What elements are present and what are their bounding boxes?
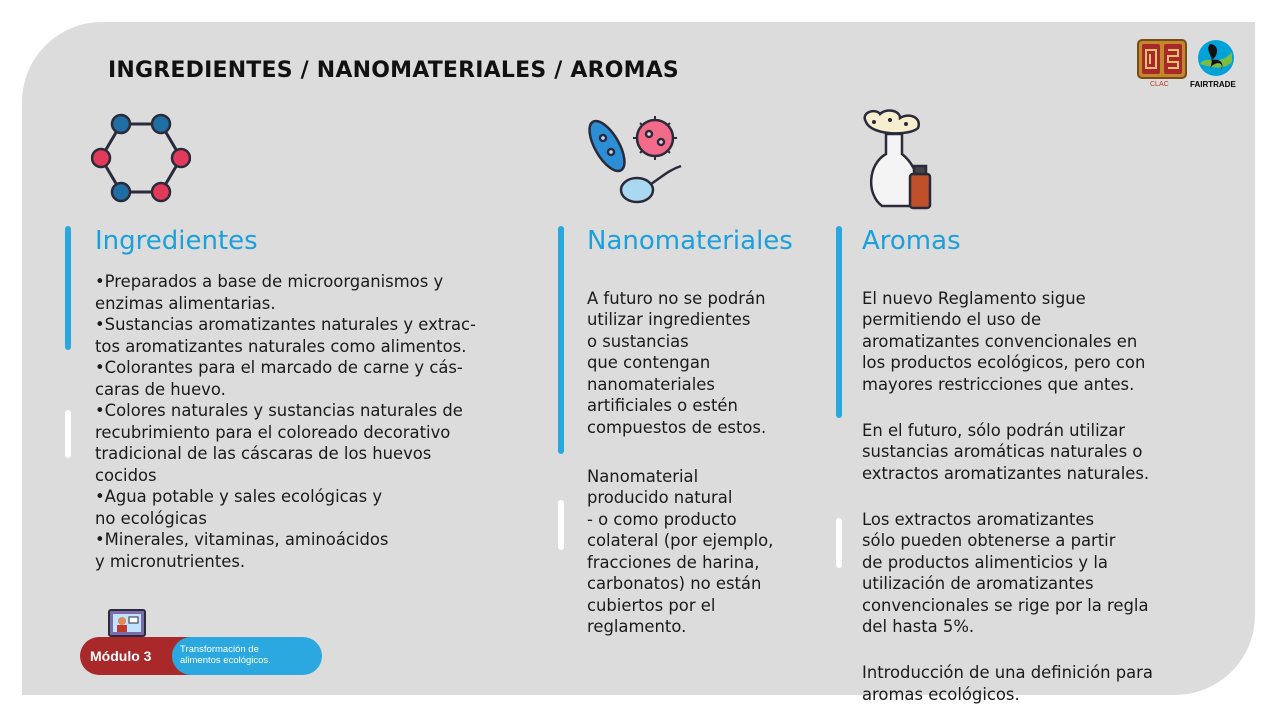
text-line: recubrimiento para el coloreado decorativo <box>95 422 451 442</box>
divider-bar-nanomateriales <box>558 500 564 550</box>
nanomateriales-text <box>587 266 827 659</box>
text-line: y micronutrientes. <box>95 551 246 571</box>
ingredientes-list <box>95 271 555 572</box>
partner-logos <box>1136 38 1244 94</box>
divider-bar-aromas <box>836 518 842 568</box>
accent-bar-aromas <box>836 226 842 418</box>
text-line: no ecológicas <box>95 508 207 528</box>
text-line: caras de huevo. <box>95 379 226 399</box>
text-line: •Sustancias aromatizantes naturales y extrac- <box>95 315 476 334</box>
heading-aromas: Aromas <box>862 226 961 256</box>
heading-nanomateriales: Nanomateriales <box>587 226 793 256</box>
clac-label: CLAC <box>1150 81 1169 88</box>
text-line: •Minerales, vitaminas, aminoácidos <box>95 530 389 549</box>
divider-bar-ingredientes <box>65 410 71 458</box>
text-line: enzimas alimentarias. <box>95 293 276 313</box>
text-line: tos aromatizantes naturales como alimentos. <box>95 336 467 356</box>
paragraph: El nuevo Reglamento sigue permitiendo el uso de aromatizantes convencionales en los productos ecológicos, pero con mayores restricciones que antes. <box>862 288 1146 394</box>
text-line: •Agua potable y sales ecológicas y <box>95 487 383 506</box>
page-title: INGREDIENTES / NANOMATERIALES / AROMAS <box>108 58 679 83</box>
accent-bar-nanomateriales <box>558 226 564 454</box>
aroma-flask-icon <box>860 108 940 214</box>
aromas-text <box>862 266 1232 727</box>
module-label: Módulo 3 <box>90 648 152 664</box>
clac-logo-icon <box>1136 38 1188 82</box>
molecule-hexagon-icon <box>91 112 191 204</box>
fairtrade-logo-icon <box>1196 38 1236 78</box>
microorganisms-icon <box>585 108 685 208</box>
module-subtitle: Transformación de alimentos ecológicos. <box>180 644 271 666</box>
text-line: •Colorantes para el marcado de carne y cás- <box>95 358 463 377</box>
paragraph: A futuro no se podrán utilizar ingredientes o sustancias que contengan nanomateriales artificiales o estén compuestos de estos. <box>587 288 767 437</box>
text-line: cocidos <box>95 465 157 485</box>
text-line: •Preparados a base de microorganismos y <box>95 272 444 291</box>
paragraph: En el futuro, sólo podrán utilizar sustancias aromáticas naturales o extractos aromatizantes naturales. <box>862 420 1150 483</box>
text-line: tradicional de las cáscaras de los huevos <box>95 444 432 463</box>
heading-ingredientes: Ingredientes <box>95 226 258 256</box>
paragraph: Introducción de una definición para aromas ecológicos. <box>862 663 1153 704</box>
accent-bar-ingredientes <box>65 226 71 350</box>
text-line: •Colores naturales y sustancias naturales de <box>95 401 463 420</box>
paragraph: Nanomaterial producido natural - o como producto colateral (por ejemplo, fracciones de harina, carbonatos) no están cubiertos por el reglamento. <box>587 466 774 636</box>
module-badge <box>80 637 322 675</box>
paragraph: Los extractos aromatizantes sólo pueden obtenerse a partir de productos alimenticios y la utilización de aromatizantes convencionales se rige por la regla del hasta 5%. <box>862 509 1149 636</box>
fairtrade-label: FAIRTRADE <box>1190 80 1236 89</box>
